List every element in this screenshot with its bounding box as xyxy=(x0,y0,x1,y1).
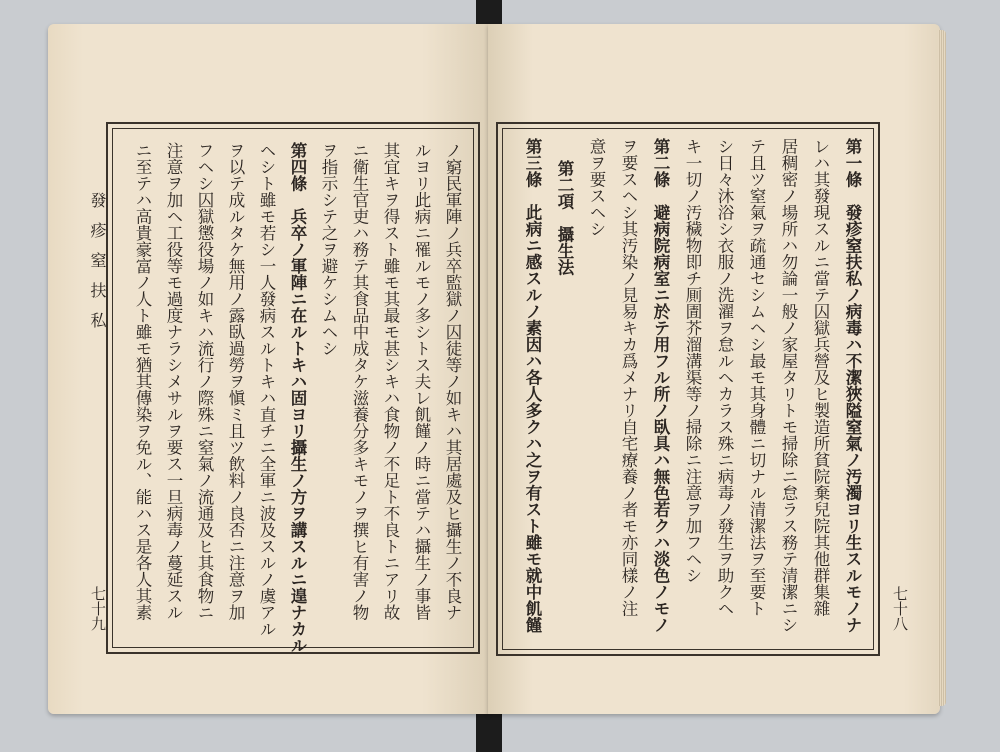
text-column: 注意ヲ加ヘ工役等モ過度ナラシメサルヲ要ス一旦病毒ノ蔓延スル xyxy=(164,142,183,621)
right-page xyxy=(488,24,940,714)
text-column: ヘシト雖モ若シ一人發病スルトキハ直チニ全軍ニ波及スルノ虞アル xyxy=(257,142,276,637)
text-column: 第一條 發疹窒扶私ノ病毒ハ不潔狹隘窒氣ノ汚濁ヨリ生スルモノナ xyxy=(843,138,862,633)
text-column: シ日々沐浴シ衣服ノ洗濯ヲ怠ルヘカラス殊ニ病毒ノ發生ヲ助クヘ xyxy=(715,138,734,617)
text-column: ニ衛生官吏ハ務テ其食品中成タケ滋養分多キモノヲ撰ヒ有害ノ物 xyxy=(350,142,369,621)
text-column: 第二條 避病院病室ニ於テ用フル所ノ臥具ハ無色若クハ淡色ノモノ xyxy=(651,138,670,633)
text-column: フヘシ囚獄懲役場ノ如キハ流行ノ際殊ニ窒氣ノ流通及ヒ其食物ニ xyxy=(195,142,214,621)
text-column: ニ至テハ高貴豪富ノ人ト雖モ猶其傳染ヲ免ル、能ハス是各人其素 xyxy=(133,142,152,621)
text-column: ノ窮民軍陣ノ兵卒監獄ノ囚徒等ノ如キハ其居處及ヒ攝生ノ不良ナ xyxy=(443,142,462,621)
text-column: 第四條 兵卒ノ軍陣ニ在ルトキハ固ヨリ攝生ノ方ヲ講スルニ遑ナカル xyxy=(288,142,307,654)
right-text-frame xyxy=(496,122,880,656)
text-column: ヲ指示シテ之ヲ避ケシムヘシ xyxy=(319,142,338,357)
text-column: ヲ以テ成ルタケ無用ノ露臥過勞ヲ愼ミ且ツ飲料ノ良否ニ注意ヲ加 xyxy=(226,142,245,621)
left-page xyxy=(48,24,488,714)
running-title: 發疹窒扶私 xyxy=(88,192,107,342)
right-text-block xyxy=(508,138,868,640)
left-text-frame xyxy=(106,122,480,654)
text-column: 第二項 攝生法 xyxy=(555,160,574,276)
text-column: テ且ツ窒氣ヲ疏通セシムヘシ最モ其身體ニ切ナル清潔法ヲ至要ト xyxy=(747,138,766,617)
text-column: レハ其發現スルニ當テ囚獄兵營及ヒ製造所貧院棄兒院其他群集雜 xyxy=(811,138,830,617)
text-column: ルヨリ此病ニ罹ルモノ多シトス夫レ飢饉ノ時ニ當テハ攝生ノ事皆 xyxy=(412,142,431,621)
text-column: 居稠密ノ場所ハ勿論一般ノ家屋タリトモ掃除ニ怠ラス務テ清潔ニシ xyxy=(779,138,798,633)
text-column: 其宜キヲ得スト雖モ其最モ甚シキハ食物ノ不足ト不良トニアリ故 xyxy=(381,142,400,621)
text-column: キ一切ノ汚穢物即チ厠圊芥溜溝渠等ノ掃除ニ注意ヲ加フヘシ xyxy=(683,138,702,584)
text-column: ヲ要スヘシ其汚染ノ見易キカ爲メナリ自宅療養ノ者モ亦同樣ノ注 xyxy=(619,138,638,617)
left-text-block xyxy=(118,142,468,654)
open-book xyxy=(48,24,940,714)
page-number-left: 七十九 xyxy=(89,586,107,631)
text-column: 第三條 此病ニ感スルノ素因ハ各人多クハ之ヲ有スト雖モ就中飢饉 xyxy=(523,138,542,633)
page-number-right: 七十八 xyxy=(891,586,909,631)
text-column: 意ヲ要スヘシ xyxy=(587,138,606,237)
